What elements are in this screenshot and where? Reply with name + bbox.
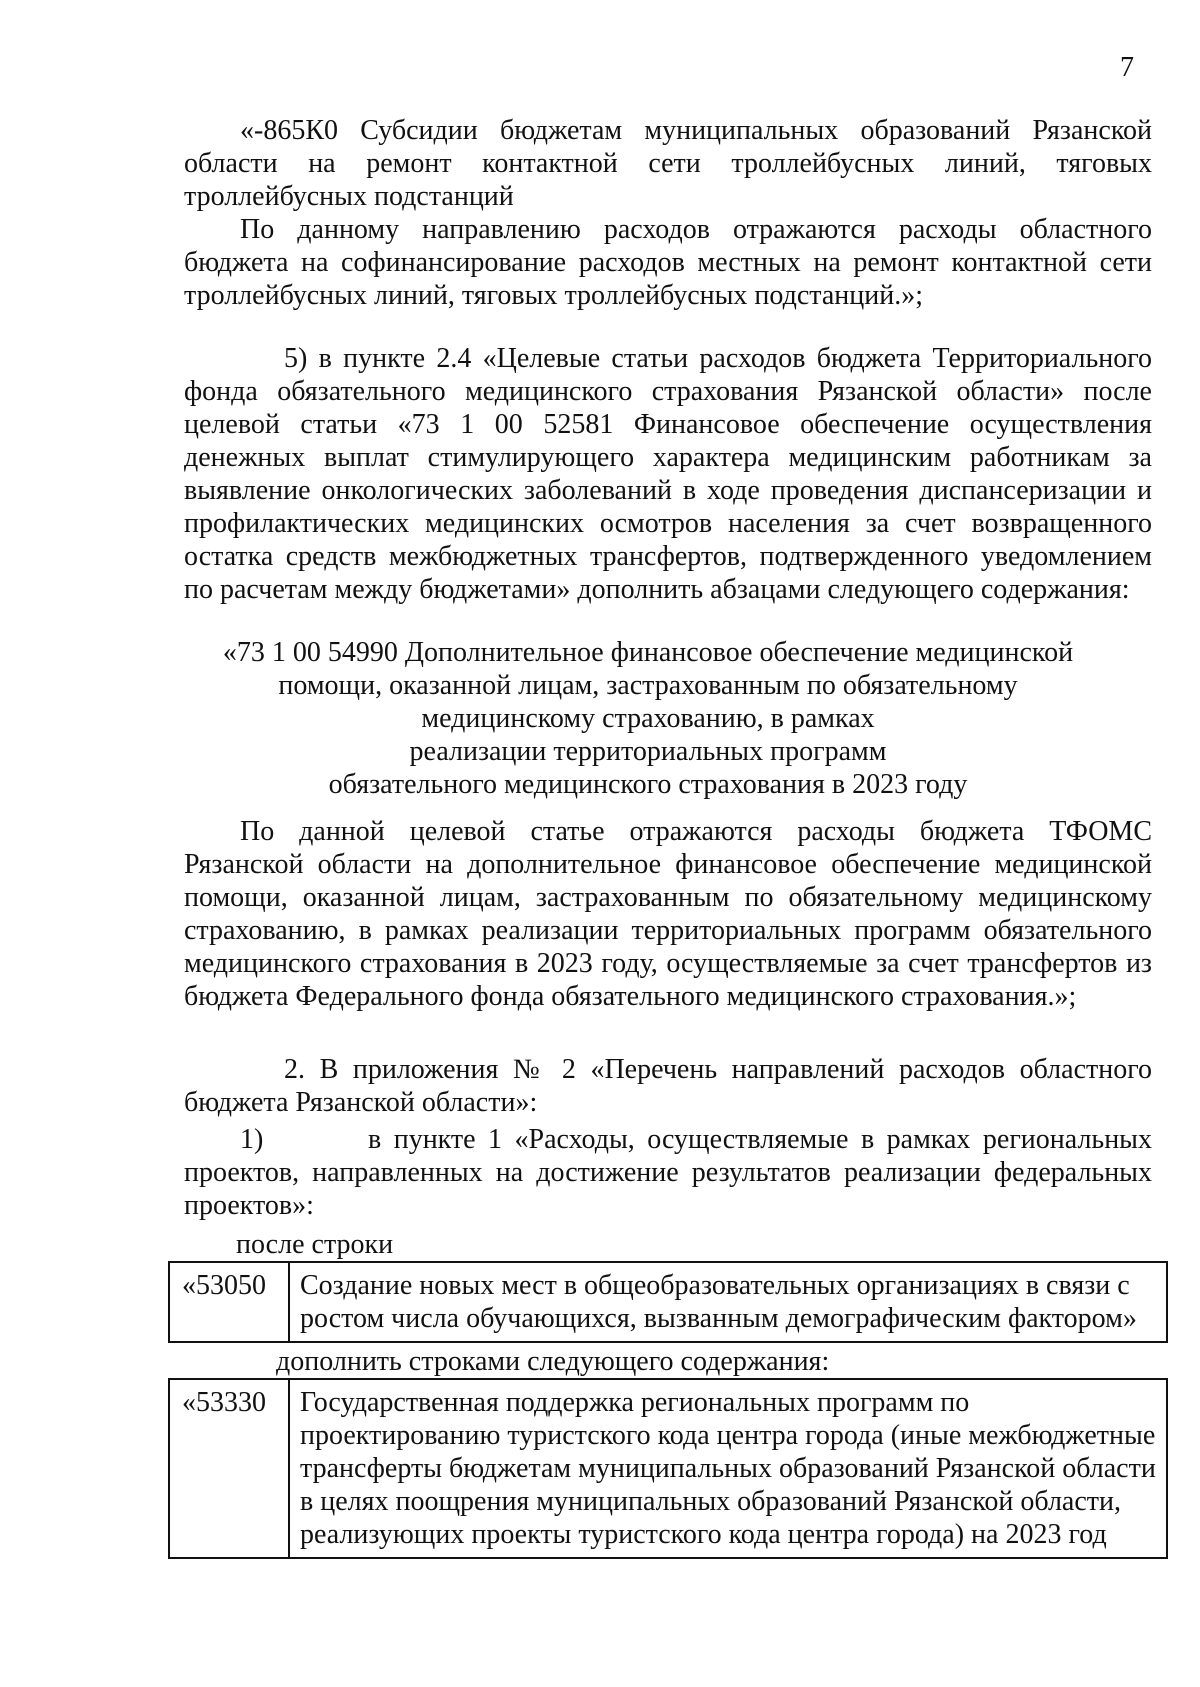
- table-existing-row: [168, 1261, 1168, 1343]
- description-cell: Государственная поддержка региональных программ по проектированию туристского кода центра города (иные межбюджетные трансферты бюджетам муниципальных образований Рязанской области в целях поощрения муниципальных образований Рязанской области, реализующих проекты туристского кода центра города) на 2023 год: [289, 1379, 1167, 1558]
- code-cell: «53050: [169, 1262, 289, 1342]
- table-row: [169, 1262, 1167, 1342]
- heading-line: медицинскому страхованию, в рамках: [421, 703, 875, 734]
- heading-line: обязательного медицинского страхования в 2023 году: [328, 769, 968, 800]
- paragraph-subsidy-description: По данному направлению расходов отражаются расходы областного бюджета на софинансирование расходов местных на ремонт контактной сети троллейбусных линий, тяговых троллейбусных подстанций.»;: [184, 214, 1152, 311]
- description-cell: Создание новых мест в общеобразовательных организациях в связи с ростом числа обучающихся, вызванным демографическим фактором»: [289, 1262, 1167, 1342]
- heading-line: реализации территориальных программ: [409, 736, 887, 767]
- paragraph-item-2: 2. В приложения № 2 «Перечень направлений расходов областного бюджета Рязанской области»:: [184, 1054, 1152, 1118]
- code-cell: «53330: [169, 1379, 289, 1558]
- paragraph-item-5: 5) в пункте 2.4 «Целевые статьи расходов бюджета Территориального фонда обязательного медицинского страхования Рязанской области» после целевой статьи «73 1 00 52581 Финансовое обеспечение осуществления денежных выплат стимулирующего характера медицинским работникам за выявление онкологических заболеваний в ходе проведения диспансеризации и профилактических медицинских осмотров населения за счет возвращенного остатка средств межбюджетных трансфертов, подтвержденного уведомлением по расчетам между бюджетами» дополнить абзацами следующего содержания:: [184, 343, 1152, 605]
- heading-line: помощи, оказанной лицам, застрахованным по обязательному: [278, 670, 1018, 701]
- document-body: [182, 114, 1156, 1559]
- table-new-row: [168, 1378, 1168, 1559]
- page-number: 7: [1120, 52, 1134, 83]
- heading-line: «73 1 00 54990 Дополнительное финансовое обеспечение медицинской: [222, 637, 1074, 668]
- paragraph-subsidy-865k0: «-865К0 Субсидии бюджетам муниципальных образований Рязанской области на ремонт контактной сети троллейбусных линий, тяговых троллейбусных подстанций: [184, 115, 1152, 212]
- target-article-heading: [184, 636, 1112, 801]
- table-row: [169, 1379, 1167, 1558]
- paragraph-tfoms-description: По данной целевой статье отражаются расходы бюджета ТФОМС Рязанской области на дополнительное финансовое обеспечение медицинской помощи, оказанной лицам, застрахованным по обязательному медицинскому страхованию, в рамках реализации территориальных программ обязательного медицинского страхования в 2023 году, осуществляемые за счет трансфертов из бюджета Федерального фонда обязательного медицинского страхования.»;: [184, 816, 1152, 1012]
- paragraph-subitem-1: [184, 1123, 1152, 1222]
- add-rows-label: дополнить строками следующего содержания:: [276, 1346, 830, 1377]
- subitem-number: 1): [240, 1124, 264, 1155]
- after-row-label: после строки: [236, 1229, 394, 1260]
- subitem-text: в пункте 1 «Расходы, осуществляемые в рамках региональных проектов, направленных на достижение результатов реализации федеральных проектов»:: [184, 1124, 1152, 1221]
